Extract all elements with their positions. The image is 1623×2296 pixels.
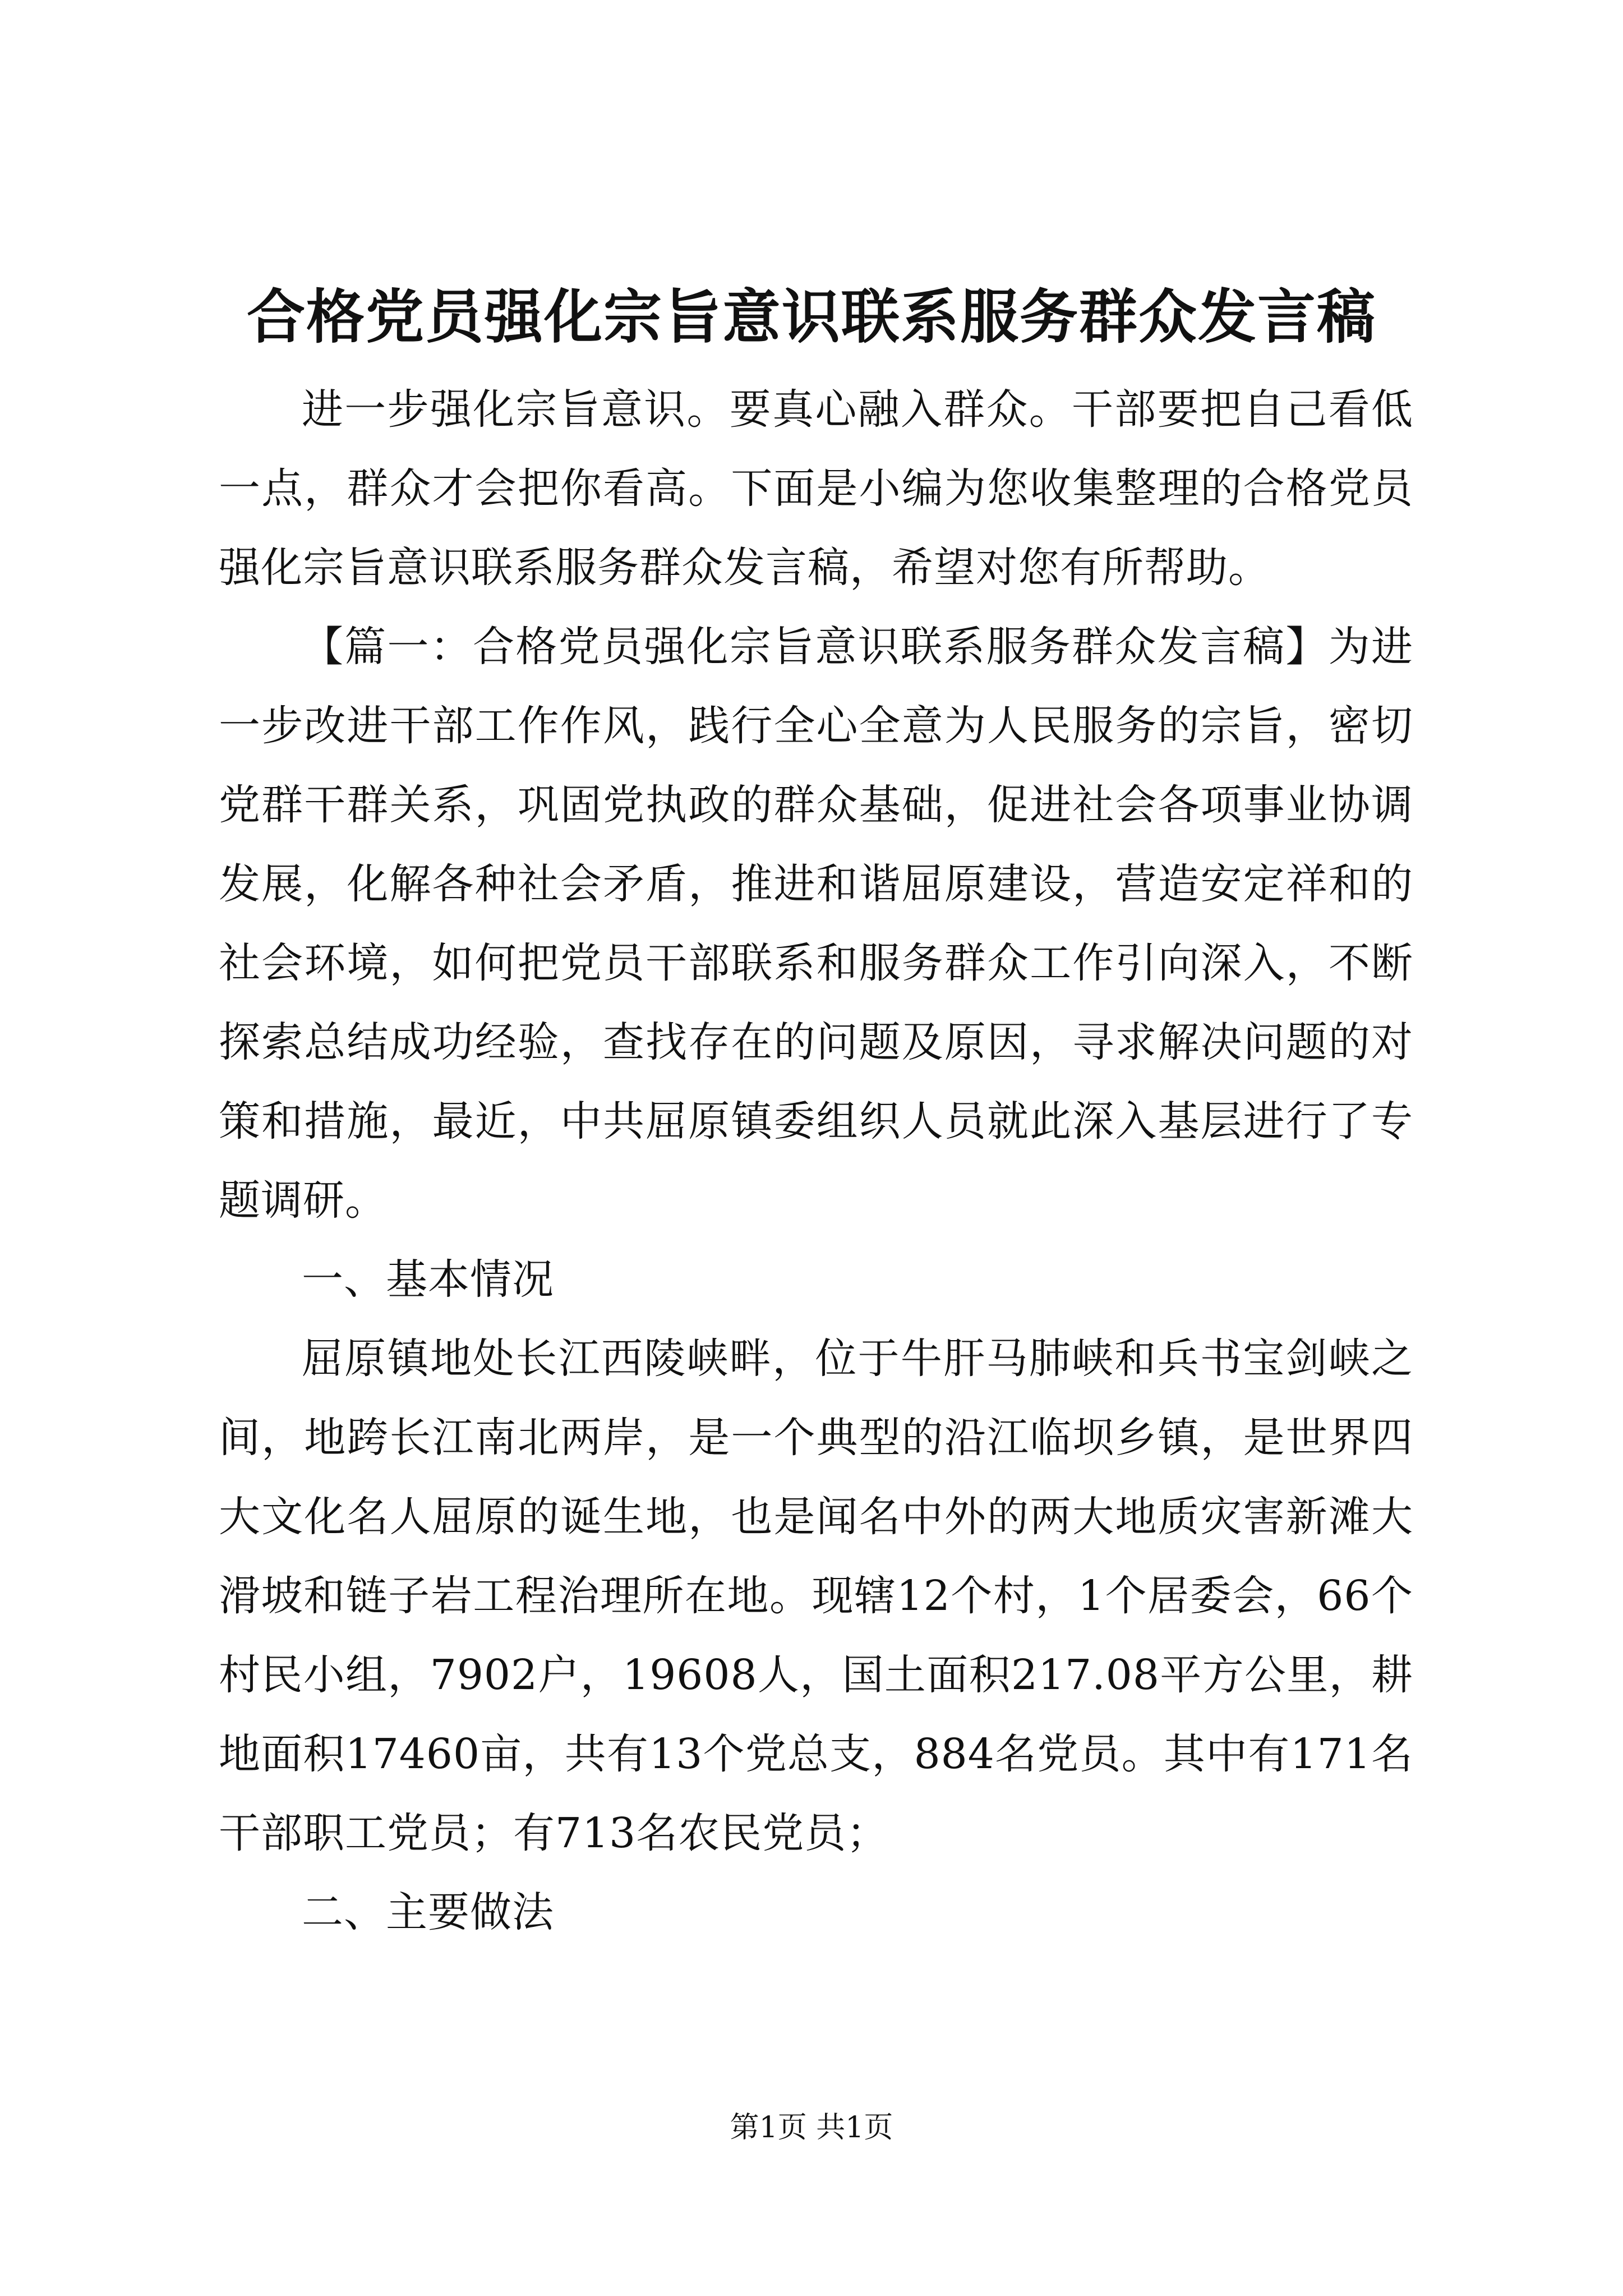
paragraph-intro: 进一步强化宗旨意识。要真心融入群众。干部要把自己看低一点，群众才会把你看高。下面是小编为您收集整理的合格党员强化宗旨意识联系服务群众发言稿，希望对您有所帮助。 <box>219 385 1413 592</box>
page-footer: 第1页 共1页 <box>730 2111 893 2145</box>
paragraph-basic-situation: 屈原镇地处长江西陵峡畔，位于牛肝马肺峡和兵书宝剑峡之间，地跨长江南北两岸，是一个典型的沿江临坝乡镇，是世界四大文化名人屈原的诞生地，也是闻名中外的两大地质灾害新滩大滑坡和链子岩工程治理所在地。现辖12个村，1个居委会，66个村民小组，7902户，19608人，国土面积217.08平方公里，耕地面积17460亩，共有13个党总支，884名党员。其中有171名干部职工党员；有713名农民党员； <box>219 1335 1413 1857</box>
document-body <box>219 370 1413 1952</box>
paragraph-section-one: 【篇一：合格党员强化宗旨意识联系服务群众发言稿】为进一步改进干部工作作风，践行全心全意为人民服务的宗旨，密切党群干群关系，巩固党执政的群众基础，促进社会各项事业协调发展，化解各种社会矛盾，推进和谐屈原建设，营造安定祥和的社会环境，如何把党员干部联系和服务群众工作引向深入，不断探索总结成功经验，查找存在的问题及原因，寻求解决问题的对策和措施，最近，中共屈原镇委组织人员就此深入基层进行了专题调研。 <box>219 623 1413 1225</box>
document-title: 合格党员强化宗旨意识联系服务群众发言稿 <box>246 282 1376 351</box>
heading-main-practices: 二、主要做法 <box>302 1888 554 1936</box>
heading-basic-situation: 一、基本情况 <box>302 1255 554 1304</box>
